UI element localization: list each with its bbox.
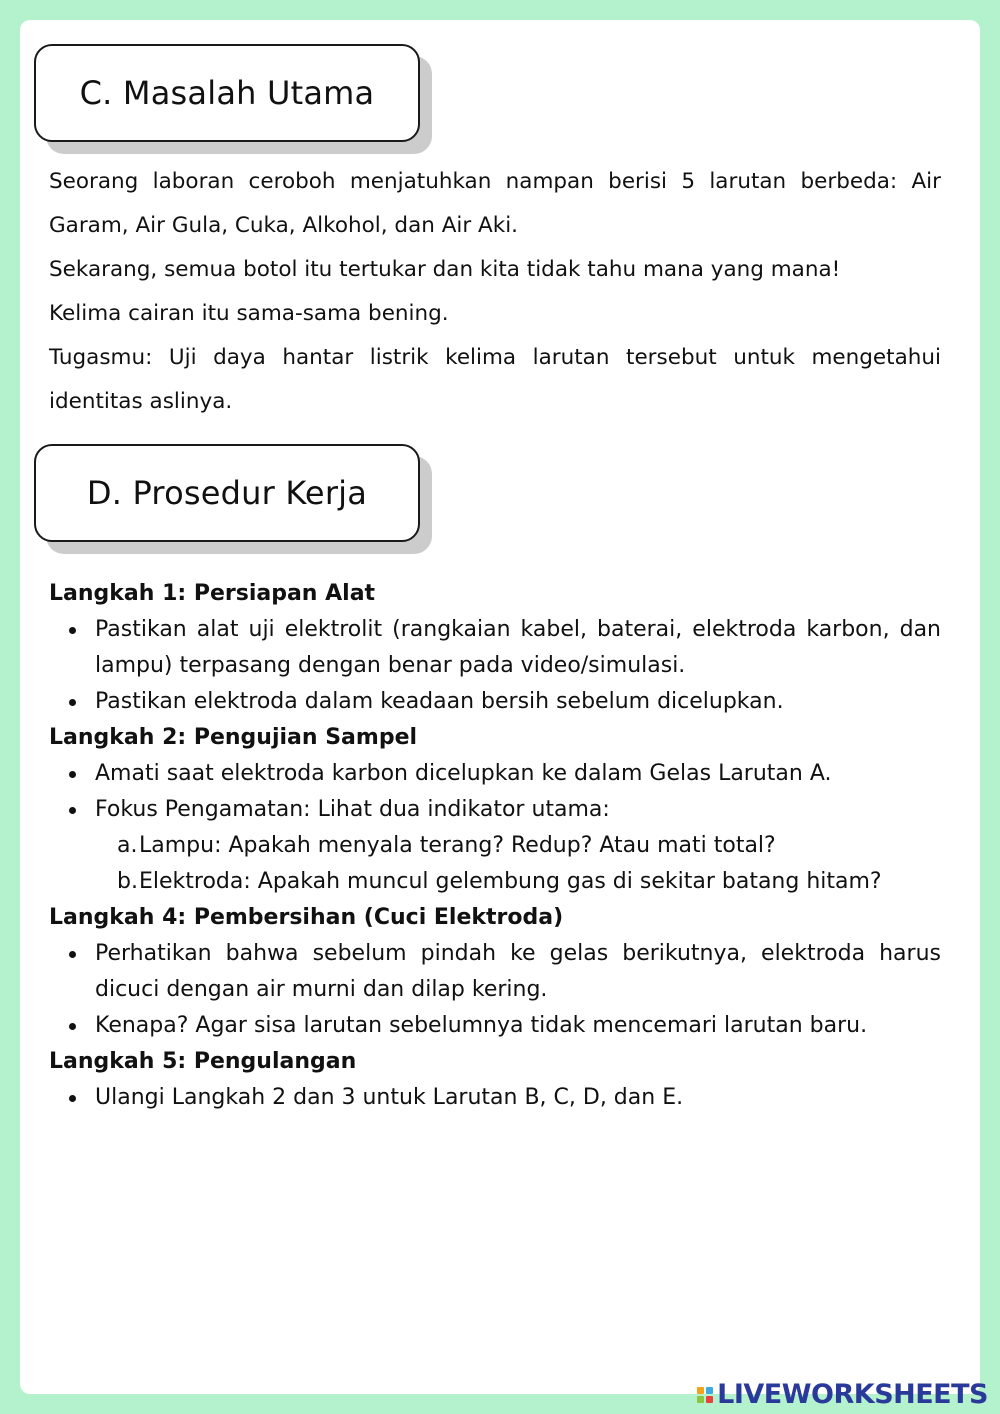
sub-list-marker: b.	[117, 869, 138, 894]
step-bullet-list	[49, 756, 941, 828]
section-c-heading-box	[34, 44, 420, 142]
sub-list-text: Lampu: Apakah menyala terang? Redup? Atau mati total?	[139, 833, 776, 858]
bullet-item: Kenapa? Agar sisa larutan sebelumnya tidak mencemari larutan baru.	[49, 1008, 941, 1044]
brand-name: LIVEWORKSHEETS	[717, 1379, 988, 1410]
bullet-item: Perhatikan bahwa sebelum pindah ke gelas berikutnya, elektroda harus dicuci dengan air murni dan dilap kering.	[49, 936, 941, 1008]
bullet-item: Pastikan elektroda dalam keadaan bersih sebelum dicelupkan.	[49, 684, 941, 720]
section-d-heading-box	[34, 444, 420, 542]
bullet-item: Fokus Pengamatan: Lihat dua indikator utama:	[49, 792, 941, 828]
step-bullet-list	[49, 612, 941, 720]
bullet-item: Pastikan alat uji elektrolit (rangkaian kabel, baterai, elektroda karbon, dan lampu) terpasang dengan benar pada video/simulasi.	[49, 612, 941, 684]
step-title: Langkah 4: Pembersihan (Cuci Elektroda)	[49, 905, 564, 930]
worksheet-page	[20, 20, 980, 1394]
masalah-paragraph: Tugasmu: Uji daya hantar listrik kelima larutan tersebut untuk mengetahui identitas aslinya.	[49, 345, 941, 414]
sub-list-item	[49, 864, 941, 900]
step-title: Langkah 5: Pengulangan	[49, 1049, 357, 1074]
masalah-utama-text	[49, 160, 941, 424]
bullet-item: Ulangi Langkah 2 dan 3 untuk Larutan B, C, D, dan E.	[49, 1080, 941, 1116]
prosedur-kerja	[49, 576, 941, 1116]
step-bullet-list	[49, 1080, 941, 1116]
sub-list-text: Elektroda: Apakah muncul gelembung gas di sekitar batang hitam?	[139, 869, 882, 894]
step-title: Langkah 2: Pengujian Sampel	[49, 725, 418, 750]
liveworksheets-logo-icon	[697, 1387, 713, 1403]
step-title: Langkah 1: Persiapan Alat	[49, 581, 376, 606]
section-d-heading: D. Prosedur Kerja	[86, 474, 368, 512]
sub-list-marker: a.	[117, 833, 138, 858]
liveworksheets-brand[interactable]	[697, 1379, 988, 1410]
masalah-paragraph: Sekarang, semua botol itu tertukar dan kita tidak tahu mana yang mana!	[49, 257, 841, 282]
masalah-paragraph: Seorang laboran ceroboh menjatuhkan nampan berisi 5 larutan berbeda: Air Garam, Air Gula, Cuka, Alkohol, dan Air Aki.	[49, 169, 941, 238]
step-bullet-list	[49, 936, 941, 1044]
masalah-paragraph: Kelima cairan itu sama-sama bening.	[49, 301, 449, 326]
section-c-heading: C. Masalah Utama	[79, 74, 375, 112]
sub-list	[49, 828, 941, 900]
bullet-item: Amati saat elektroda karbon dicelupkan ke dalam Gelas Larutan A.	[49, 756, 941, 792]
sub-list-item	[49, 828, 941, 864]
